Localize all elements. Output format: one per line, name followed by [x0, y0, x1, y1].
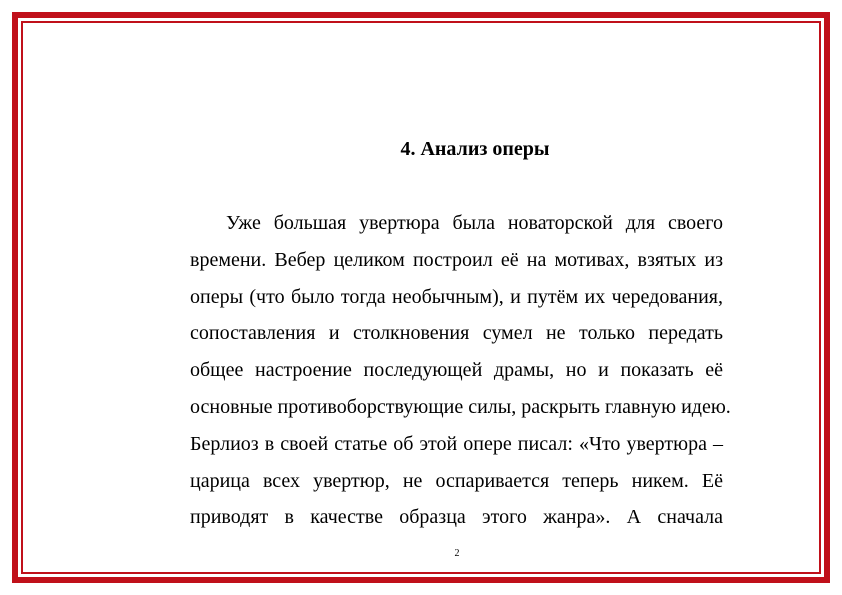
- text-line: приводят в качестве образца этого жанра». А сначала: [190, 506, 723, 529]
- text-line: царица всех увертюр, не оспаривается теперь никем. Её: [190, 469, 723, 492]
- page-number: 2: [454, 548, 460, 559]
- body-paragraph: [190, 205, 731, 536]
- text-line: общее настроение последующей драмы, но и показать её: [190, 359, 723, 382]
- text-line: основные противоборствующие силы, раскрыть главную идею.: [190, 395, 731, 418]
- section-heading: 4. Анализ оперы: [400, 138, 550, 160]
- text-line: оперы (что было тогда необычным), и путём их чередования,: [190, 285, 723, 308]
- text-line: сопоставления и столкновения сумел не только передать: [190, 322, 723, 345]
- text-line: Уже большая увертюра была новаторской для своего: [226, 212, 723, 234]
- text-line: времени. Вебер целиком построил её на мотивах, взятых из: [190, 248, 723, 271]
- text-line: Берлиоз в своей статье об этой опере писал: «Что увертюра –: [190, 432, 723, 455]
